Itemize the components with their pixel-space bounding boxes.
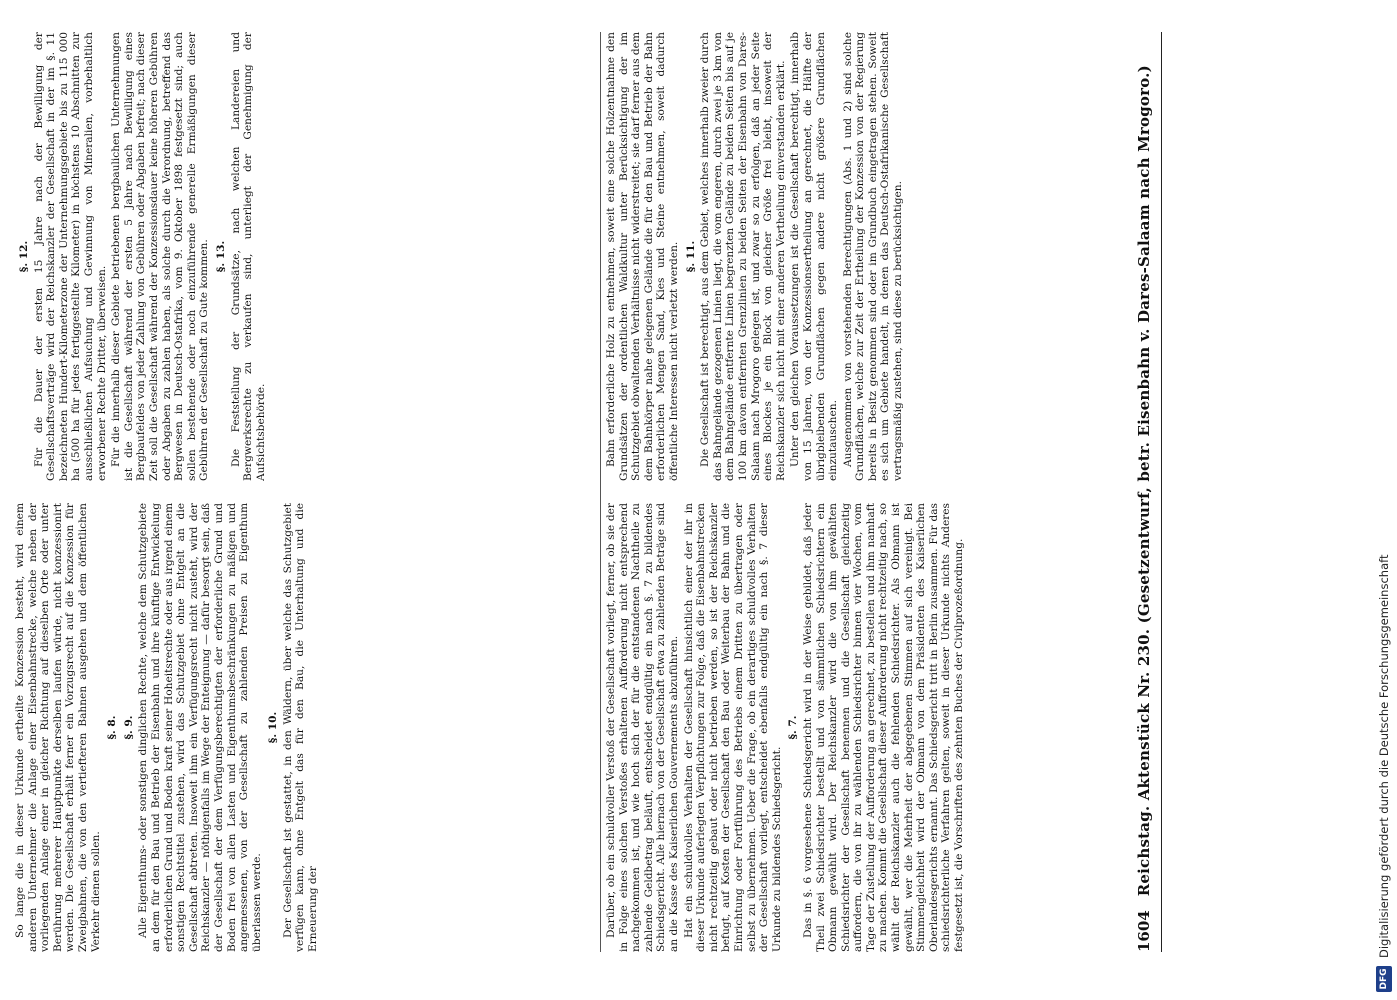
paragraph: Alle Eigenthums- oder sonstigen dinglichen Rechte, welche dem Schutzgebiete an dem für den Bau und Betrieb der Eisenbahn und ihre künftige Entwickelung erforderlichen Grund und Boden kraft seiner Hoheitsrechte oder aus irgend einem sonstigen Rechtstitel zustehen, wird das Schutzgebiet ohne Entgelt an die Gesellschaft abtreten. Insoweit ihm ein Verfügungsrecht nicht zusteht, wird der Reichskanzler — nöthigenfalls im Wege der Enteignung — dafür besorgt sein, daß der Gesellschaft der dem Verfügungsberechtigten der erforderliche Grund und Boden frei von allen Lasten und Eigenthumsbeschränkungen zu mäßigen und angemessenen, von der Gesellschaft zu zahlenden Preisen zu Eigenthum überlassen werde. (137, 503, 263, 952)
section-heading: §. 7. (787, 715, 800, 740)
column-upper-right (605, 32, 1130, 481)
footer-text: Digitalisierung gefördert durch die Deutsche Forschungsgemeinschaft (1376, 554, 1391, 958)
column-lower-left (14, 503, 599, 952)
column-upper-left (605, 503, 1130, 952)
section-heading: §. 8. (106, 715, 119, 740)
paragraph: Für die innerhalb dieser Gebiete betriebenen bergbaulichen Unternehmungen ist die Gesellschaft während der ersten 5 Jahre nach Bewilligung eines Bergbaufeldes von jeder Zahlung von Gebühren oder Abgaben befreit; nach dieser Zeit soll die Gesellschaft während der Konzessionsdauer keine höheren Gebühren oder Abgaben zu zahlen haben, als solche durch die Verordnung, betreffend das Bergwesen in Deutsch-Ostafrika, vom 9. Oktober 1898 festgesetzt sind; auch sollen bestehende oder noch einzuführende generelle Ermäßigungen dieser Gebühren der Gesellschaft zu Gute kommen. (110, 32, 211, 481)
paragraph: Darüber, ob ein schuldvoller Verstoß der Gesellschaft vorliegt, ferner, ob sie der in Folge eines solchen Verstoßes erhaltenen Aufforderung nicht entsprechend nachgekommen ist, und wie hoch sich der für die entstandenen Nachtheile zu zahlende Geldbetrag beläuft, entscheidet endgültig ein nach §. 7 zu bildendes Schiedsgericht. Alle hiernach von der Gesellschaft etwa zu zahlenden Beträge sind an die Kasse des Kaiserlichen Gouvernements abzuführen. (605, 503, 680, 952)
dfg-logo: DFG (1376, 966, 1392, 992)
paragraph: So lange die in dieser Urkunde ertheilte Konzession besteht, wird einem anderen Unternehmer die Anlage einer Eisenbahnstrecke, welche neben der vorliegenden Anlage einer in gleicher Richtung auf dieselben Orte oder unter Berührung mehrerer Hauptpunkte derselben laufen würde, nicht konzessionirt werden. Die Gesellschaft erhält ferner ein Vorzugsrecht auf die Konzession für Zweigbahnen, die von den vertiefteren Bahnen ausgehen und dem öffentlichen Verkehr dienen sollen. (14, 503, 102, 952)
column-lower-right (14, 32, 599, 481)
lower-columns (14, 32, 599, 952)
paragraph: Ausgenommen von vorstehenden Berechtigungen (Abs. 1 und 2) sind solche Grundflächen, welche zur Zeit der Ertheilung der Konzession von der Regierung bereits in Besitz genommen sind oder im Grundbuch eingetragen stehen. Soweit es sich um Gebiete handelt, in denen das Deutsch-Ostafrikanische Gesellschaft vertragsmäßig zustehen, sind diese zu berücksichtigen. (841, 32, 905, 481)
page-number: 1604 (1135, 910, 1153, 952)
upper-columns (605, 32, 1130, 952)
section-heading: §. 13. (214, 240, 227, 273)
paragraph: Bahn erforderliche Holz zu entnehmen, soweit eine solche Holzentnahme den Grundsätzen der ordentlichen Waldkultur unter Berücksichtigung der im Schutzgebiet obwaltenden Verhältnisse nicht widerstreitet; sie darf ferner aus dem dem Bahnkörper nahe gelegenen Gelände die für den Bau und Betrieb der Bahn erforderlichen Mengen Sand, Kies und Steine entnehmen, soweit dadurch öffentliche Interessen nicht verletzt werden. (605, 32, 680, 481)
paragraph: Unter den gleichen Voraussetzungen ist die Gesellschaft berechtigt, innerhalb von 15 Jahren, von der Konzessionsertheilung an gerechnet, die Hälfte der übrigbleibenden Grundflächen gegen andere nicht größere Grundflächen einzutauschen. (789, 32, 840, 481)
section-heading: §. 11. (684, 240, 697, 273)
page-header (1135, 32, 1162, 952)
section-heading: §. 12. (18, 240, 30, 273)
section-heading: §. 9. (122, 715, 135, 740)
paragraph: Für die Dauer der ersten 15 Jahre nach der Bewilligung der Gesellschaftsverträge wird der Reichskanzler der Gesellschaft in der im §. 11 bezeichneten Hundert-Kilometerzone der Unternehmungsgebiete bis zu 115 000 ha (500 ha für jedes fertiggestellte Kilometer) in höchstens 10 Abschnitten zur ausschließlichen Aufsuchung und Gewinnung von Mineralien, vorbehaltlich erworbener Rechte Dritter, überweisen. (32, 32, 108, 481)
paragraph: Die Gesellschaft ist berechtigt, aus dem Gebiet, welches innerhalb zweier durch das Bahngelände gezogenen Linien liegt, die vom engeren, durch zwei je 3 km von dem Bahngelände entfernte Linien begrenzten Gelände zu beiden Seiten bis auf je 100 km davon entfernten Grenzlinien zu beiden Seiten der Eisenbahn von Dares-Salaam nach Mrogoro gelegen ist, und zwar so zu erfolgen, daß an jeder Seite eines Blockes je ein Block von gleicher Größe frei bleibt, insoweit der Reichskanzler sich nicht mit einer anderen Vertheilung einverstanden erklärt. (699, 32, 787, 481)
page-title: Reichstag. Aktenstück Nr. 230. (Gesetzentwurf, betr. Eisenbahn v. Dares-Salaam nach Mrogoro.) (1135, 65, 1153, 897)
footer-strip (1370, 0, 1397, 1000)
section-heading: §. 10. (267, 711, 280, 744)
section-divider (600, 32, 601, 952)
paragraph: Der Gesellschaft ist gestattet, in den Wäldern, über welche das Schutzgebiet verfügen kann, ohne Entgelt das für den Bau, die Unterhaltung und die Erneuerung der (281, 503, 320, 952)
paragraph: Die Feststellung der Grundsätze, nach welchen Landereien und Bergwerksrechte zu verkaufen sind, unterliegt der Genehmigung der Aufsichtsbehörde. (229, 32, 267, 481)
paragraph: Hat ein schuldvolles Verhalten der Gesellschaft hinsichtlich einer der ihr in dieser Urkunde auferlegten Verpflichtungen zur Folge, daß die Eisenbahnstrecken nicht rechtzeitig gebaut oder nicht betrieben werden, so ist der Reichskanzler befugt, auf Kosten der Gesellschaft den Bau oder Weiterbau der Bahn und die Einrichtung oder Fortführung des Betriebs einem Dritten zu übertragen oder selbst zu übernehmen. Ueber die Frage, ob ein derartiges schuldvolles Verhalten der Gesellschaft vorliegt, entscheidet ebenfalls endgültig ein nach §. 7 dieser Urkunde zu bildendes Schiedsgericht. (682, 503, 783, 952)
paragraph: Das in §. 6 vorgesehene Schiedsgericht wird in der Weise gebildet, daß jeder Theil zwei Schiedsrichter bestellt und von sämmtlichen Schiedsrichtern ein Obmann gewählt wird. Der Reichskanzler wird die von ihm gewählten Schiedsrichter der Gesellschaft benennen und die Gesellschaft gleichzeitig auffordern, die von ihr zu wählenden Schiedsrichter binnen vier Wochen, vom Tage der Zustellung der Aufforderung an gerechnet, zu bestellen und ihm namhaft zu machen. Kommt die Gesellschaft dieser Aufforderung nicht rechtzeitig nach, so wählt der Reichskanzler auch die fehlenden Schiedsrichter. Als Obmann ist gewählt, wer die Mehrheit der abgegebenen Stimmen auf sich vereinigt. Bei Stimmengleichheit wird der Obmann von dem Präsidenten des Kaiserlichen Oberlandesgerichts ernannt. Das Schiedsgericht tritt in Berlin zusammen. Für das schiedsrichterliche Verfahren gelten, soweit in dieser Urkunde nichts Anderes festgesetzt ist, die Vorschriften des zehnten Buches der Civilprozeßordnung. (801, 503, 966, 952)
